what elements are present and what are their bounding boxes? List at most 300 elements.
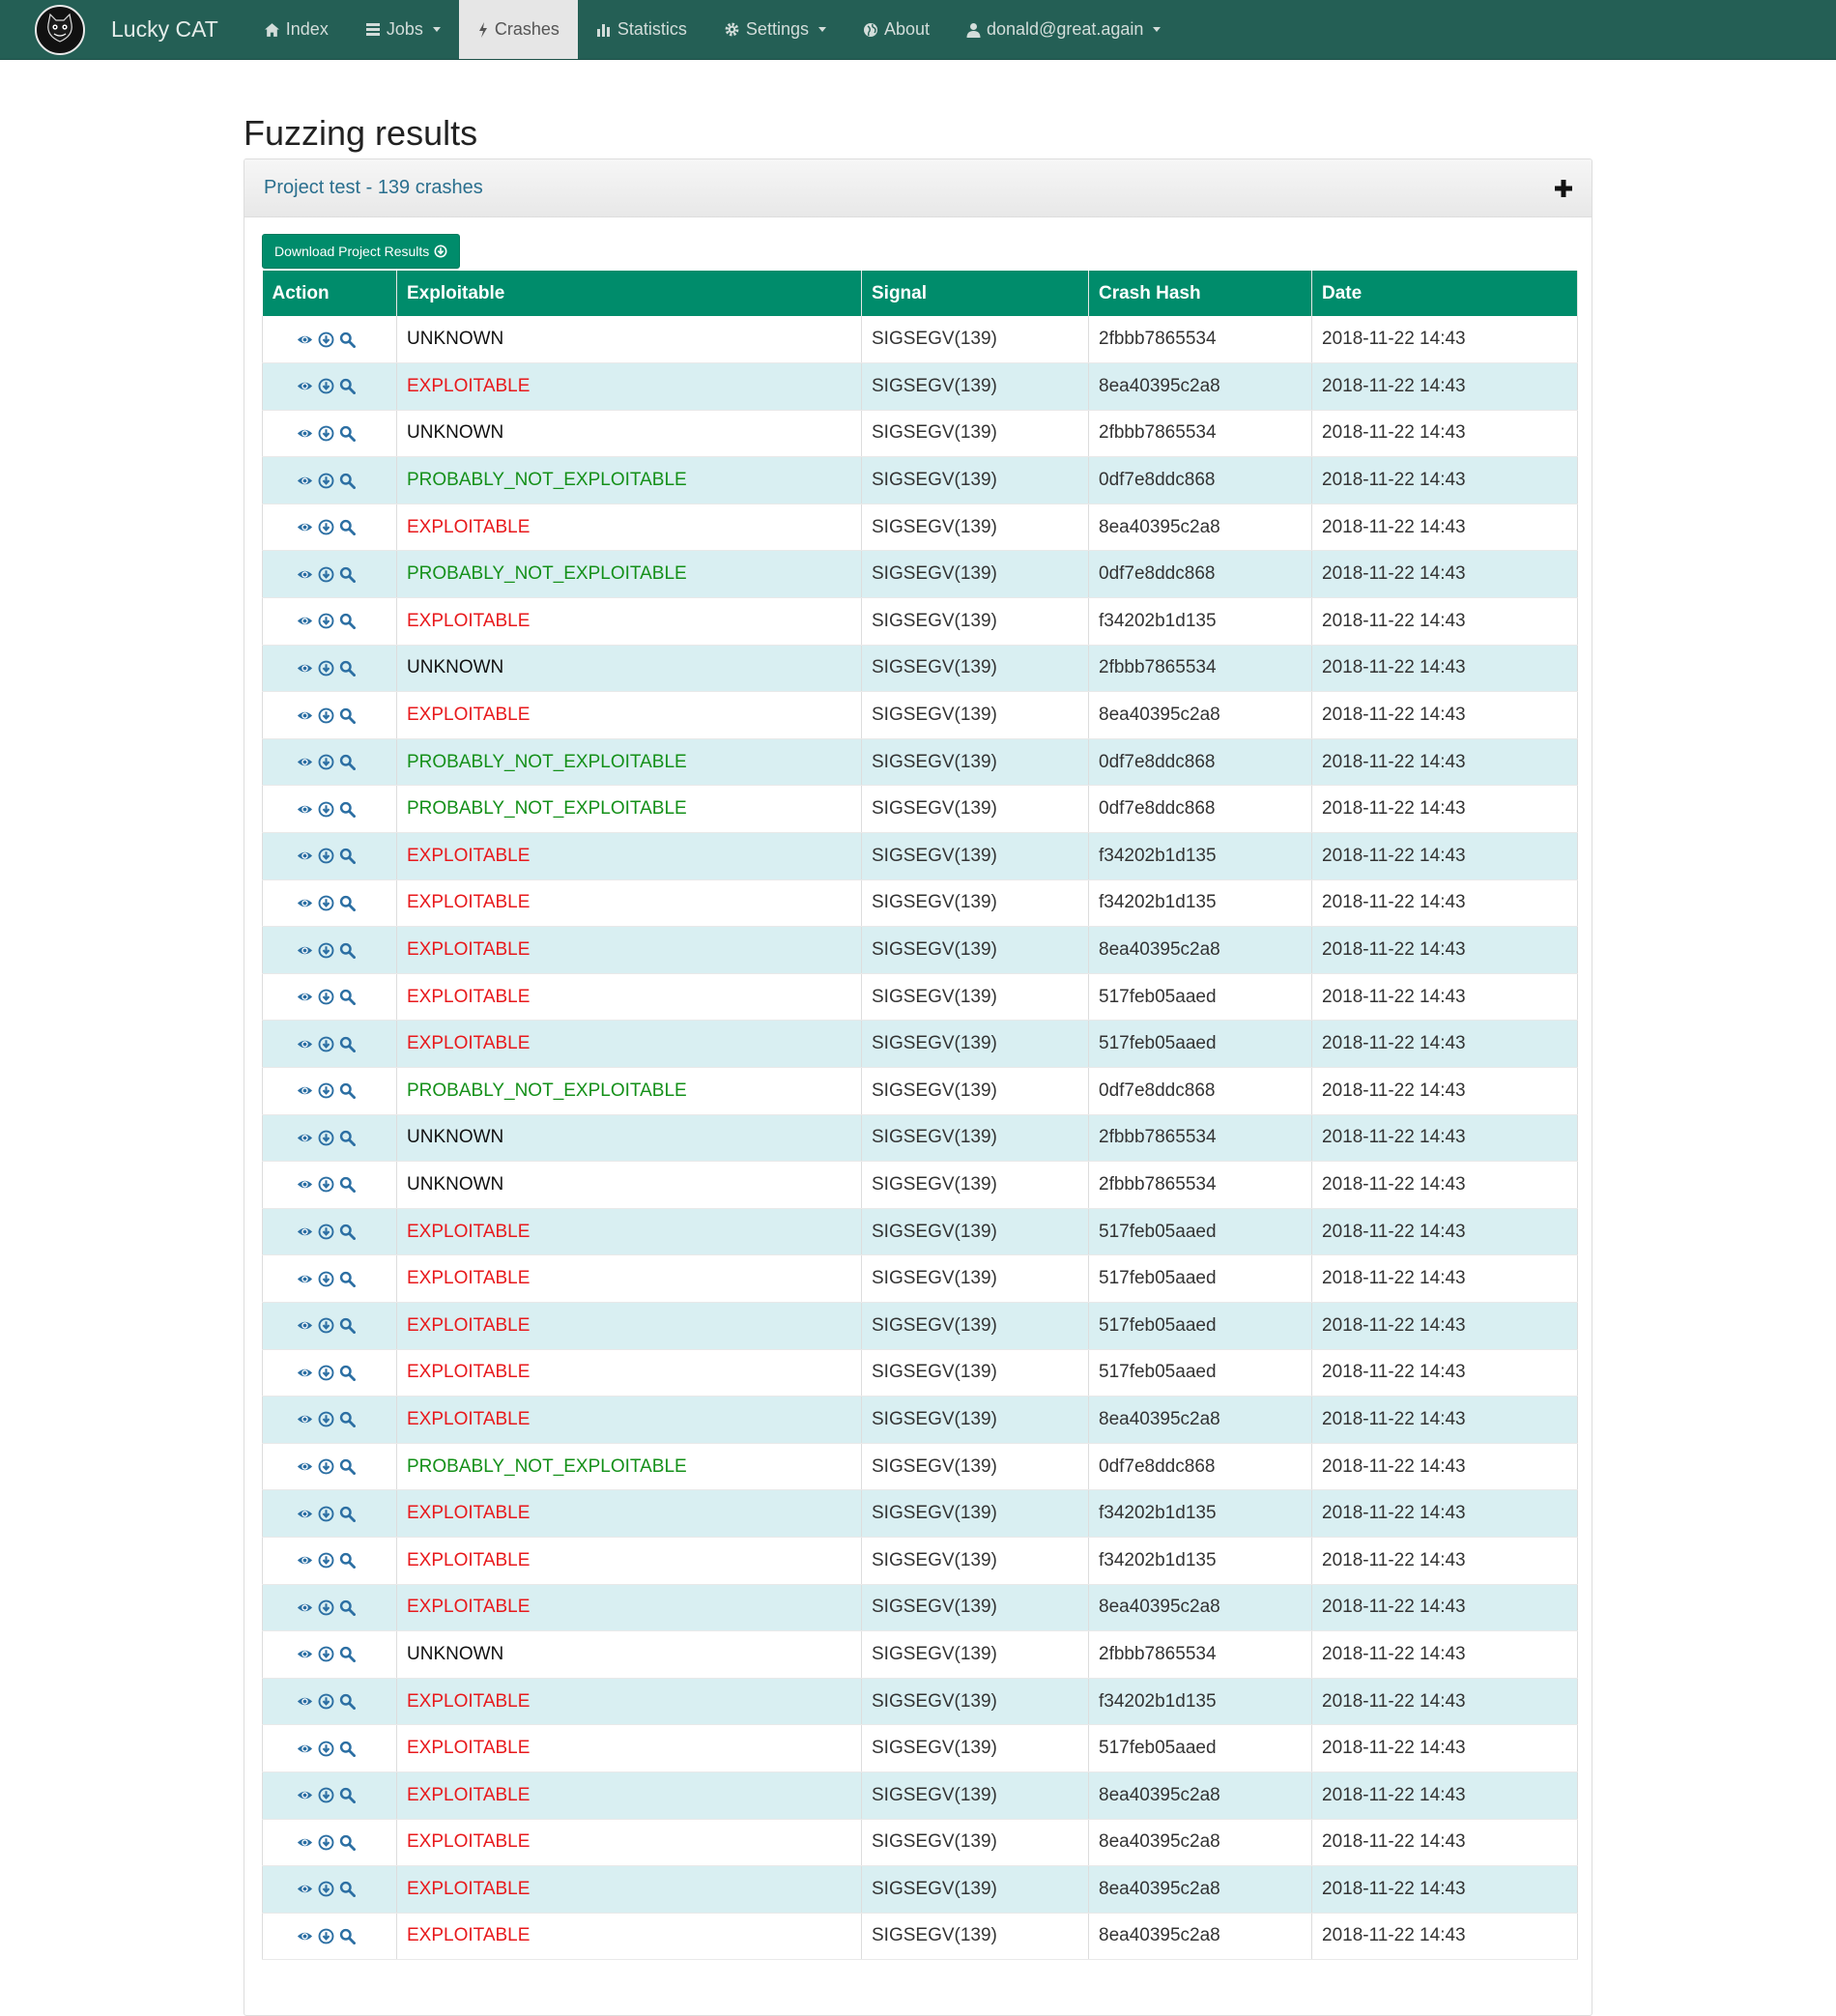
crash-results-table [262, 271, 1578, 1960]
search-icon[interactable] [339, 1271, 356, 1287]
signal-cell: SIGSEGV(139) [862, 1114, 1089, 1162]
search-icon[interactable] [339, 942, 356, 959]
exploitable-cell: EXPLOITABLE [397, 973, 862, 1021]
search-icon[interactable] [339, 1834, 356, 1851]
crash-hash-cell: 0df7e8ddc868 [1089, 786, 1312, 833]
date-cell: 2018-11-22 14:43 [1312, 410, 1578, 457]
header-date[interactable]: Date [1312, 271, 1578, 316]
globe-icon [863, 22, 878, 38]
table-body [263, 316, 1578, 1960]
date-cell: 2018-11-22 14:43 [1312, 879, 1578, 927]
download-circle-icon[interactable] [318, 848, 334, 864]
signal-cell: SIGSEGV(139) [862, 551, 1089, 598]
crash-hash-cell: 2fbbb7865534 [1089, 1631, 1312, 1679]
eye-icon[interactable] [297, 942, 313, 959]
date-cell: 2018-11-22 14:43 [1312, 363, 1578, 411]
date-cell: 2018-11-22 14:43 [1312, 1584, 1578, 1631]
download-circle-icon[interactable] [318, 613, 334, 629]
action-cell [263, 1302, 397, 1349]
cat-logo-icon [35, 5, 85, 55]
download-circle-icon[interactable] [318, 378, 334, 394]
download-circle-icon[interactable] [318, 1411, 334, 1427]
signal-cell: SIGSEGV(139) [862, 927, 1089, 974]
table-row [263, 1913, 1578, 1960]
eye-icon[interactable] [297, 1693, 313, 1710]
action-cell [263, 692, 397, 739]
table-row [263, 927, 1578, 974]
eye-icon[interactable] [297, 473, 313, 489]
nav-item-crashes[interactable] [459, 0, 578, 59]
action-cell [263, 1114, 397, 1162]
search-icon[interactable] [339, 1411, 356, 1427]
eye-icon[interactable] [297, 1365, 313, 1381]
action-cell [263, 927, 397, 974]
action-cell [263, 973, 397, 1021]
table-header-row [263, 271, 1578, 316]
signal-cell: SIGSEGV(139) [862, 1302, 1089, 1349]
table-row [263, 1255, 1578, 1303]
table-row [263, 879, 1578, 927]
eye-icon[interactable] [297, 1458, 313, 1475]
table-row [263, 1302, 1578, 1349]
chevron-down-icon [818, 27, 826, 32]
eye-icon[interactable] [297, 1130, 313, 1146]
eye-icon[interactable] [297, 613, 313, 629]
exploitable-cell: EXPLOITABLE [397, 1021, 862, 1068]
search-icon[interactable] [339, 1036, 356, 1052]
action-cell [263, 738, 397, 786]
crash-hash-cell: 517feb05aaed [1089, 973, 1312, 1021]
date-cell: 2018-11-22 14:43 [1312, 927, 1578, 974]
eye-icon[interactable] [297, 1317, 313, 1334]
download-project-results-button[interactable] [262, 234, 460, 269]
table-row [263, 1584, 1578, 1631]
download-circle-icon[interactable] [318, 566, 334, 583]
eye-icon[interactable] [297, 1224, 313, 1240]
table-row [263, 457, 1578, 504]
brand[interactable] [0, 0, 245, 59]
signal-cell: SIGSEGV(139) [862, 1631, 1089, 1679]
eye-icon[interactable] [297, 1176, 313, 1193]
search-icon[interactable] [339, 895, 356, 911]
search-icon[interactable] [339, 1552, 356, 1569]
signal-cell: SIGSEGV(139) [862, 316, 1089, 363]
signal-cell: SIGSEGV(139) [862, 973, 1089, 1021]
date-cell: 2018-11-22 14:43 [1312, 1443, 1578, 1490]
exploitable-cell: UNKNOWN [397, 410, 862, 457]
date-cell: 2018-11-22 14:43 [1312, 1068, 1578, 1115]
action-cell [263, 457, 397, 504]
search-icon[interactable] [339, 1928, 356, 1944]
signal-cell: SIGSEGV(139) [862, 1725, 1089, 1772]
signal-cell: SIGSEGV(139) [862, 692, 1089, 739]
signal-cell: SIGSEGV(139) [862, 1021, 1089, 1068]
nav-item-about-label: About [883, 19, 931, 39]
nav-item-jobs[interactable] [347, 0, 459, 59]
table-row [263, 316, 1578, 363]
panel-heading[interactable] [244, 159, 1592, 217]
signal-cell: SIGSEGV(139) [862, 833, 1089, 880]
crash-hash-cell: 2fbbb7865534 [1089, 1114, 1312, 1162]
crash-hash-cell: f34202b1d135 [1089, 1678, 1312, 1725]
search-icon[interactable] [339, 801, 356, 818]
nav-item-statistics[interactable] [578, 0, 705, 59]
signal-cell: SIGSEGV(139) [862, 410, 1089, 457]
download-circle-icon[interactable] [318, 473, 334, 489]
date-cell: 2018-11-22 14:43 [1312, 1771, 1578, 1819]
search-icon[interactable] [339, 1881, 356, 1897]
download-circle-icon[interactable] [318, 1506, 334, 1522]
search-icon[interactable] [339, 1506, 356, 1522]
nav-item-user-label: donald@great.again [987, 19, 1144, 39]
table-row [263, 738, 1578, 786]
action-cell [263, 363, 397, 411]
search-icon[interactable] [339, 331, 356, 348]
eye-icon[interactable] [297, 1834, 313, 1851]
download-circle-icon[interactable] [318, 519, 334, 535]
eye-icon[interactable] [297, 1787, 313, 1803]
crash-hash-cell: f34202b1d135 [1089, 1537, 1312, 1584]
search-icon[interactable] [339, 1787, 356, 1803]
date-cell: 2018-11-22 14:43 [1312, 1021, 1578, 1068]
eye-icon[interactable] [297, 1552, 313, 1569]
date-cell: 2018-11-22 14:43 [1312, 738, 1578, 786]
search-icon[interactable] [339, 1693, 356, 1710]
search-icon[interactable] [339, 566, 356, 583]
download-circle-icon[interactable] [318, 1741, 334, 1757]
crash-hash-cell: f34202b1d135 [1089, 879, 1312, 927]
search-icon[interactable] [339, 1365, 356, 1381]
exploitable-cell: EXPLOITABLE [397, 1490, 862, 1538]
crash-hash-cell: 0df7e8ddc868 [1089, 457, 1312, 504]
signal-cell: SIGSEGV(139) [862, 363, 1089, 411]
signal-cell: SIGSEGV(139) [862, 598, 1089, 646]
eye-icon[interactable] [297, 989, 313, 1005]
search-icon[interactable] [339, 707, 356, 724]
download-circle-icon[interactable] [318, 895, 334, 911]
nav-item-jobs-label: Jobs [386, 19, 423, 39]
download-circle-icon[interactable] [318, 754, 334, 770]
table-row [263, 1537, 1578, 1584]
table-row [263, 1114, 1578, 1162]
plus-icon[interactable] [1553, 178, 1574, 199]
bar-chart-icon [596, 22, 612, 38]
download-circle-icon[interactable] [318, 1036, 334, 1052]
nav-item-settings-label: Settings [745, 19, 809, 39]
download-circle-icon[interactable] [318, 331, 334, 348]
exploitable-cell: PROBABLY_NOT_EXPLOITABLE [397, 457, 862, 504]
signal-cell: SIGSEGV(139) [862, 1866, 1089, 1914]
table-row [263, 1866, 1578, 1914]
download-circle-icon[interactable] [318, 1458, 334, 1475]
eye-icon[interactable] [297, 801, 313, 818]
exploitable-cell: PROBABLY_NOT_EXPLOITABLE [397, 738, 862, 786]
search-icon[interactable] [339, 848, 356, 864]
download-circle-icon[interactable] [318, 1599, 334, 1616]
eye-icon[interactable] [297, 660, 313, 677]
signal-cell: SIGSEGV(139) [862, 645, 1089, 692]
exploitable-cell: EXPLOITABLE [397, 927, 862, 974]
eye-icon[interactable] [297, 1646, 313, 1662]
eye-icon[interactable] [297, 895, 313, 911]
table-row [263, 1162, 1578, 1209]
exploitable-cell: EXPLOITABLE [397, 1349, 862, 1397]
signal-cell: SIGSEGV(139) [862, 738, 1089, 786]
search-icon[interactable] [339, 613, 356, 629]
date-cell: 2018-11-22 14:43 [1312, 1631, 1578, 1679]
table-row [263, 1490, 1578, 1538]
download-circle-icon[interactable] [318, 1271, 334, 1287]
header-exploitable[interactable]: Exploitable [397, 271, 862, 316]
download-circle-icon[interactable] [318, 1082, 334, 1099]
crash-hash-cell: 0df7e8ddc868 [1089, 1068, 1312, 1115]
search-icon[interactable] [339, 1599, 356, 1616]
table-row [263, 786, 1578, 833]
table-row [263, 1349, 1578, 1397]
download-circle-icon[interactable] [318, 801, 334, 818]
crash-hash-cell: 517feb05aaed [1089, 1302, 1312, 1349]
eye-icon[interactable] [297, 425, 313, 442]
crash-hash-cell: f34202b1d135 [1089, 598, 1312, 646]
eye-icon[interactable] [297, 1741, 313, 1757]
search-icon[interactable] [339, 425, 356, 442]
eye-icon[interactable] [297, 1881, 313, 1897]
table-row [263, 1397, 1578, 1444]
search-icon[interactable] [339, 754, 356, 770]
date-cell: 2018-11-22 14:43 [1312, 457, 1578, 504]
date-cell: 2018-11-22 14:43 [1312, 1302, 1578, 1349]
crash-hash-cell: 517feb05aaed [1089, 1725, 1312, 1772]
date-cell: 2018-11-22 14:43 [1312, 316, 1578, 363]
exploitable-cell: EXPLOITABLE [397, 504, 862, 551]
date-cell: 2018-11-22 14:43 [1312, 1678, 1578, 1725]
signal-cell: SIGSEGV(139) [862, 879, 1089, 927]
nav-item-user[interactable] [948, 0, 1179, 59]
nav-item-crashes-label: Crashes [494, 19, 559, 39]
table-row [263, 1068, 1578, 1115]
date-cell: 2018-11-22 14:43 [1312, 1397, 1578, 1444]
search-icon[interactable] [339, 1130, 356, 1146]
date-cell: 2018-11-22 14:43 [1312, 833, 1578, 880]
action-cell [263, 1725, 397, 1772]
panel-title[interactable]: Project test - 139 crashes [264, 177, 483, 198]
eye-icon[interactable] [297, 378, 313, 394]
date-cell: 2018-11-22 14:43 [1312, 645, 1578, 692]
action-cell [263, 1162, 397, 1209]
exploitable-cell: EXPLOITABLE [397, 1584, 862, 1631]
exploitable-cell: EXPLOITABLE [397, 1537, 862, 1584]
home-icon [264, 22, 280, 38]
date-cell: 2018-11-22 14:43 [1312, 1114, 1578, 1162]
search-icon[interactable] [339, 1646, 356, 1662]
nav-item-settings[interactable] [705, 0, 845, 59]
crash-hash-cell: 8ea40395c2a8 [1089, 363, 1312, 411]
date-cell: 2018-11-22 14:43 [1312, 973, 1578, 1021]
date-cell: 2018-11-22 14:43 [1312, 1349, 1578, 1397]
search-icon[interactable] [339, 378, 356, 394]
eye-icon[interactable] [297, 707, 313, 724]
search-icon[interactable] [339, 473, 356, 489]
crash-hash-cell: 8ea40395c2a8 [1089, 1866, 1312, 1914]
table-row [263, 1021, 1578, 1068]
date-cell: 2018-11-22 14:43 [1312, 692, 1578, 739]
signal-cell: SIGSEGV(139) [862, 1819, 1089, 1866]
download-circle-icon[interactable] [318, 1224, 334, 1240]
exploitable-cell: EXPLOITABLE [397, 1913, 862, 1960]
bolt-icon [477, 22, 489, 38]
crash-hash-cell: 8ea40395c2a8 [1089, 1819, 1312, 1866]
eye-icon[interactable] [297, 1036, 313, 1052]
search-icon[interactable] [339, 989, 356, 1005]
signal-cell: SIGSEGV(139) [862, 1584, 1089, 1631]
crash-hash-cell: f34202b1d135 [1089, 833, 1312, 880]
eye-icon[interactable] [297, 1271, 313, 1287]
date-cell: 2018-11-22 14:43 [1312, 1162, 1578, 1209]
crash-hash-cell: 8ea40395c2a8 [1089, 504, 1312, 551]
exploitable-cell: EXPLOITABLE [397, 692, 862, 739]
search-icon[interactable] [339, 1741, 356, 1757]
search-icon[interactable] [339, 519, 356, 535]
nav-item-index[interactable] [245, 0, 347, 59]
date-cell: 2018-11-22 14:43 [1312, 1255, 1578, 1303]
eye-icon[interactable] [297, 331, 313, 348]
nav-item-about[interactable] [845, 0, 948, 59]
exploitable-cell: PROBABLY_NOT_EXPLOITABLE [397, 1443, 862, 1490]
action-cell [263, 1584, 397, 1631]
eye-icon[interactable] [297, 1599, 313, 1616]
exploitable-cell: EXPLOITABLE [397, 879, 862, 927]
download-circle-icon[interactable] [318, 707, 334, 724]
date-cell: 2018-11-22 14:43 [1312, 504, 1578, 551]
search-icon[interactable] [339, 1317, 356, 1334]
table-row [263, 1678, 1578, 1725]
header-crash-hash[interactable]: Crash Hash [1089, 271, 1312, 316]
download-circle-icon[interactable] [318, 1787, 334, 1803]
table-row [263, 833, 1578, 880]
crash-hash-cell: 8ea40395c2a8 [1089, 692, 1312, 739]
table-row [263, 1725, 1578, 1772]
signal-cell: SIGSEGV(139) [862, 457, 1089, 504]
table-row [263, 1819, 1578, 1866]
eye-icon[interactable] [297, 1506, 313, 1522]
eye-icon[interactable] [297, 1082, 313, 1099]
action-cell [263, 1631, 397, 1679]
action-cell [263, 1443, 397, 1490]
eye-icon[interactable] [297, 519, 313, 535]
nav-item-index-label: Index [285, 19, 329, 39]
signal-cell: SIGSEGV(139) [862, 1678, 1089, 1725]
eye-icon[interactable] [297, 566, 313, 583]
crash-hash-cell: 8ea40395c2a8 [1089, 927, 1312, 974]
action-cell [263, 1819, 397, 1866]
download-circle-icon[interactable] [318, 1365, 334, 1381]
download-circle-icon[interactable] [318, 1317, 334, 1334]
exploitable-cell: EXPLOITABLE [397, 1866, 862, 1914]
main-container [244, 59, 1592, 2016]
search-icon[interactable] [339, 1224, 356, 1240]
signal-cell: SIGSEGV(139) [862, 1162, 1089, 1209]
download-circle-icon[interactable] [318, 1881, 334, 1897]
download-circle-icon[interactable] [318, 942, 334, 959]
crash-hash-cell: 2fbbb7865534 [1089, 410, 1312, 457]
exploitable-cell: UNKNOWN [397, 1114, 862, 1162]
user-icon [966, 22, 981, 38]
table-row [263, 1631, 1578, 1679]
exploitable-cell: EXPLOITABLE [397, 1302, 862, 1349]
action-cell [263, 1490, 397, 1538]
crash-hash-cell: 8ea40395c2a8 [1089, 1771, 1312, 1819]
date-cell: 2018-11-22 14:43 [1312, 1866, 1578, 1914]
date-cell: 2018-11-22 14:43 [1312, 1208, 1578, 1255]
signal-cell: SIGSEGV(139) [862, 1537, 1089, 1584]
action-cell [263, 1021, 397, 1068]
download-circle-icon[interactable] [318, 1130, 334, 1146]
download-circle-icon[interactable] [318, 989, 334, 1005]
action-cell [263, 833, 397, 880]
exploitable-cell: EXPLOITABLE [397, 598, 862, 646]
signal-cell: SIGSEGV(139) [862, 1443, 1089, 1490]
download-circle-icon[interactable] [318, 660, 334, 677]
header-signal[interactable]: Signal [862, 271, 1089, 316]
download-circle-icon[interactable] [318, 425, 334, 442]
download-circle-icon[interactable] [318, 1834, 334, 1851]
table-row [263, 1443, 1578, 1490]
eye-icon[interactable] [297, 754, 313, 770]
date-cell: 2018-11-22 14:43 [1312, 598, 1578, 646]
download-circle-icon[interactable] [318, 1552, 334, 1569]
action-cell [263, 1349, 397, 1397]
action-cell [263, 1397, 397, 1444]
search-icon[interactable] [339, 1082, 356, 1099]
crash-hash-cell: 517feb05aaed [1089, 1021, 1312, 1068]
page-title: Fuzzing results [244, 113, 478, 153]
gear-icon [724, 21, 740, 38]
nav-item-statistics-label: Statistics [617, 19, 687, 39]
action-cell [263, 1678, 397, 1725]
action-cell [263, 879, 397, 927]
action-cell [263, 551, 397, 598]
navbar [0, 0, 1836, 60]
date-cell: 2018-11-22 14:43 [1312, 1819, 1578, 1866]
search-icon[interactable] [339, 1458, 356, 1475]
action-cell [263, 598, 397, 646]
exploitable-cell: EXPLOITABLE [397, 1725, 862, 1772]
exploitable-cell: EXPLOITABLE [397, 1255, 862, 1303]
action-cell [263, 1537, 397, 1584]
signal-cell: SIGSEGV(139) [862, 1397, 1089, 1444]
eye-icon[interactable] [297, 1928, 313, 1944]
download-button-label: Download Project Results [274, 244, 430, 259]
search-icon[interactable] [339, 1176, 356, 1193]
crash-hash-cell: 0df7e8ddc868 [1089, 551, 1312, 598]
eye-icon[interactable] [297, 848, 313, 864]
eye-icon[interactable] [297, 1411, 313, 1427]
signal-cell: SIGSEGV(139) [862, 1913, 1089, 1960]
header-action[interactable]: Action [263, 271, 397, 316]
download-circle-icon[interactable] [318, 1928, 334, 1944]
action-cell [263, 504, 397, 551]
download-circle-icon[interactable] [318, 1176, 334, 1193]
table-row [263, 645, 1578, 692]
download-circle-icon[interactable] [318, 1646, 334, 1662]
download-circle-icon[interactable] [318, 1693, 334, 1710]
crash-hash-cell: 517feb05aaed [1089, 1349, 1312, 1397]
signal-cell: SIGSEGV(139) [862, 786, 1089, 833]
action-cell [263, 316, 397, 363]
action-cell [263, 1068, 397, 1115]
table-row [263, 598, 1578, 646]
search-icon[interactable] [339, 660, 356, 677]
